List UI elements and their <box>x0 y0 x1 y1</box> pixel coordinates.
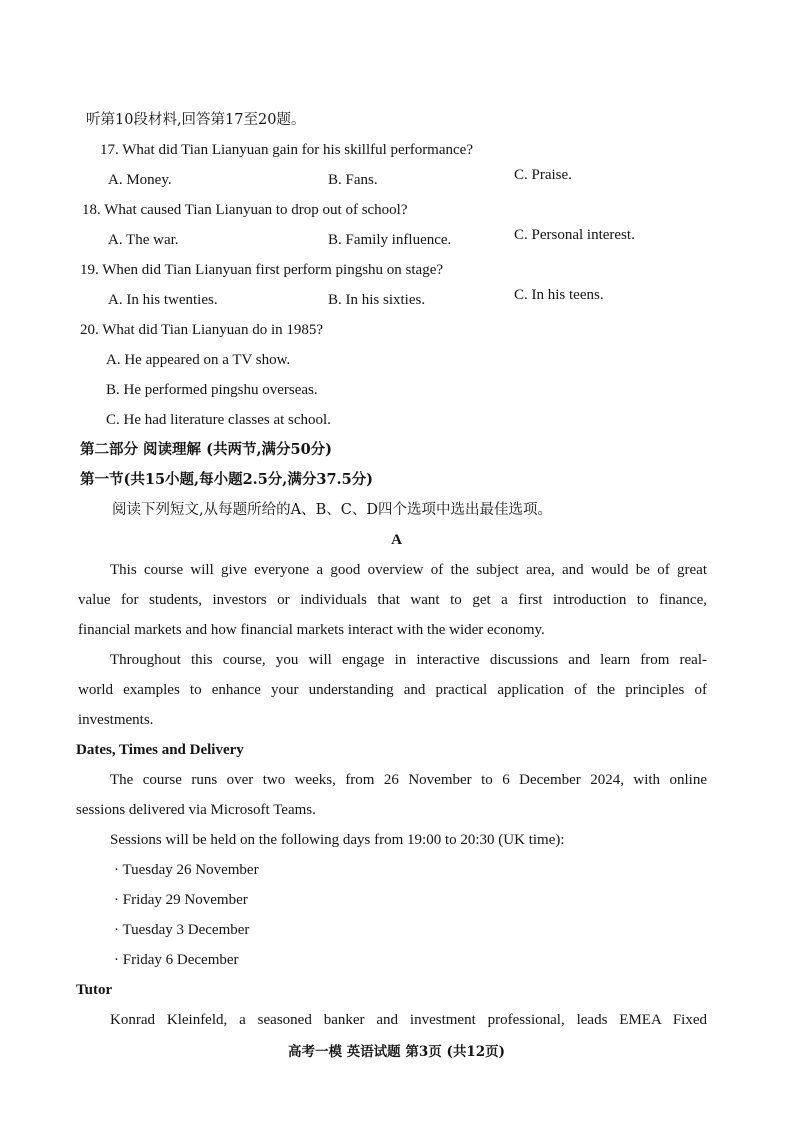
question-number: 17. <box>100 142 119 158</box>
option-17c: C. Praise. <box>514 167 572 183</box>
option-19b: B. In his sixties. <box>328 292 426 308</box>
para2-line1: Throughout this course, you will engage in interactive discussions and learn from real- <box>110 652 707 668</box>
session-item: · Tuesday 26 November <box>114 862 259 878</box>
question-text: What did Tian Lianyuan gain for his skillful performance? <box>122 142 473 158</box>
sessions-intro: Sessions will be held on the following days from 19:00 to 20:30 (UK time): <box>110 832 565 848</box>
option-20c: C. He had literature classes at school. <box>106 412 331 428</box>
para2-line2: world examples to enhance your understanding and practical application of the principles of <box>78 682 707 698</box>
page-footer: 高考一模 英语试题 第3页 (共12页) <box>287 1044 506 1060</box>
option-17a: A. Money. <box>108 172 172 188</box>
option-19c: C. In his teens. <box>514 287 604 303</box>
option-18a: A. The war. <box>108 232 179 248</box>
listening-instruction: 听第10段材料,回答第17至20题。 <box>86 112 306 128</box>
question-20 <box>80 320 323 340</box>
option-20b: B. He performed pingshu overseas. <box>106 382 318 398</box>
question-number: 20. <box>80 322 99 338</box>
option-20a: A. He appeared on a TV show. <box>106 352 291 368</box>
question-text: What caused Tian Lianyuan to drop out of school? <box>104 202 408 218</box>
heading-dates: Dates, Times and Delivery <box>76 742 244 758</box>
option-18b: B. Family influence. <box>328 232 452 248</box>
para3-line2: sessions delivered via Microsoft Teams. <box>76 802 316 818</box>
option-18c: C. Personal interest. <box>514 227 635 243</box>
heading-tutor: Tutor <box>76 982 113 998</box>
question-19 <box>80 260 443 280</box>
part-title: 第二部分 阅读理解 (共两节,满分50分) <box>80 441 333 458</box>
para2-line3: investments. <box>78 712 154 728</box>
para1-line2: value for students, investors or individuals that want to get a first introduction to finance, <box>78 592 707 608</box>
option-19a: A. In his twenties. <box>108 292 218 308</box>
question-text: What did Tian Lianyuan do in 1985? <box>102 322 324 338</box>
para1-line1: This course will give everyone a good overview of the subject area, and would be of great <box>110 562 707 578</box>
para3-line1: The course runs over two weeks, from 26 November to 6 December 2024, with online <box>110 772 707 788</box>
passage-letter: A <box>391 532 402 548</box>
question-18 <box>82 200 408 220</box>
option-17b: B. Fans. <box>328 172 378 188</box>
session-item: · Friday 6 December <box>114 952 239 968</box>
session-item: · Tuesday 3 December <box>114 922 250 938</box>
question-17 <box>100 140 473 160</box>
question-number: 19. <box>80 262 99 278</box>
session-item: · Friday 29 November <box>114 892 248 908</box>
para1-line3: financial markets and how financial markets interact with the wider economy. <box>78 622 545 638</box>
para4-line1: Konrad Kleinfeld, a seasoned banker and investment professional, leads EMEA Fixed <box>110 1012 707 1028</box>
reading-instruction: 阅读下列短文,从每题所给的A、B、C、D四个选项中选出最佳选项。 <box>112 502 552 518</box>
section-title: 第一节(共15小题,每小题2.5分,满分37.5分) <box>80 471 374 488</box>
question-number: 18. <box>82 202 101 218</box>
question-text: When did Tian Lianyuan first perform pingshu on stage? <box>102 262 444 278</box>
